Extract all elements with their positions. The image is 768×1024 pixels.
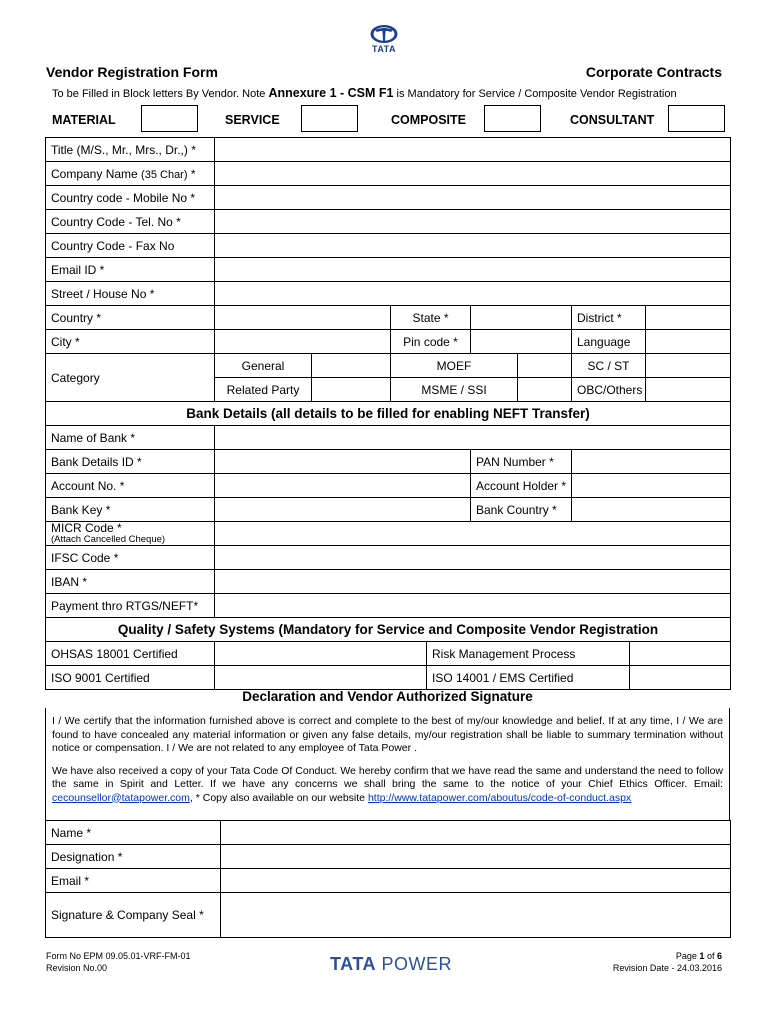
- state-label: State *: [391, 306, 471, 330]
- cat-scst-label: SC / ST: [572, 354, 646, 378]
- revision-date: Revision Date - 24.03.2016: [612, 963, 722, 973]
- code-of-conduct-link[interactable]: http://www.tatapower.com/aboutus/code-of-conduct.aspx: [367, 791, 632, 804]
- page-of: of: [706, 951, 715, 961]
- cat-obc-box[interactable]: [646, 378, 731, 402]
- declaration-para-2: [52, 765, 723, 806]
- vendor-type-row: [42, 105, 732, 133]
- bank-details-id-field[interactable]: [215, 450, 471, 474]
- street-label: Street / House No *: [46, 282, 215, 306]
- cat-scst-box[interactable]: [646, 354, 731, 378]
- instruction-note: [52, 86, 677, 100]
- type-composite-checkbox[interactable]: [484, 105, 541, 132]
- company-name-field[interactable]: [215, 162, 731, 186]
- account-holder-label: Account Holder *: [471, 474, 572, 498]
- cat-moef-box[interactable]: [518, 354, 572, 378]
- mobile-field[interactable]: [215, 186, 731, 210]
- fax-field[interactable]: [215, 234, 731, 258]
- form-title: Vendor Registration Form: [46, 64, 218, 80]
- copy-text: , * Copy also available on our website: [189, 791, 366, 804]
- declaration-heading: Declaration and Vendor Authorized Signature: [242, 689, 533, 704]
- rtgs-field[interactable]: [215, 594, 731, 618]
- ethics-email-link[interactable]: cecounsellor@tatapower.com: [52, 791, 190, 804]
- iban-field[interactable]: [215, 570, 731, 594]
- tata-power-logo: [330, 954, 452, 975]
- fax-label: Country Code - Fax No: [46, 234, 215, 258]
- title-label: Title (M/S., Mr., Mrs., Dr.,) *: [46, 138, 215, 162]
- page-indicator: [613, 950, 722, 962]
- type-material-checkbox[interactable]: [141, 105, 198, 132]
- logo-power: POWER: [381, 954, 453, 974]
- signature-table: [45, 820, 731, 938]
- iso9001-field[interactable]: [215, 666, 427, 690]
- ohsas-label: OHSAS 18001 Certified: [46, 642, 215, 666]
- company-name-text: Company Name: [51, 166, 138, 181]
- company-name-hint: (35 Char): [141, 168, 188, 181]
- sig-email-field[interactable]: [221, 869, 731, 893]
- ifsc-field[interactable]: [215, 546, 731, 570]
- type-service-label: SERVICE: [225, 113, 280, 127]
- risk-field[interactable]: [630, 642, 731, 666]
- cat-msme-label: MSME / SSI: [391, 378, 518, 402]
- note-text-end: is Mandatory for Service / Composite Vendor Registration: [396, 88, 677, 100]
- pin-label: Pin code *: [391, 330, 471, 354]
- page-total: 6: [716, 951, 722, 961]
- cat-obc-label: OBC/Others: [572, 378, 646, 402]
- sig-name-label: Name *: [46, 821, 221, 845]
- country-label: Country *: [46, 306, 215, 330]
- account-holder-field[interactable]: [572, 474, 731, 498]
- state-field[interactable]: [471, 306, 572, 330]
- sig-designation-label: Designation *: [46, 845, 221, 869]
- page-prefix: Page: [675, 951, 697, 961]
- company-name-star: *: [190, 166, 196, 181]
- city-label: City *: [46, 330, 215, 354]
- footer-form-info: [46, 950, 191, 974]
- iso9001-label: ISO 9001 Certified: [46, 666, 215, 690]
- ohsas-field[interactable]: [215, 642, 427, 666]
- declaration-text: [45, 708, 730, 820]
- bank-country-label: Bank Country *: [471, 498, 572, 522]
- registration-table: [45, 137, 731, 690]
- type-consultant-checkbox[interactable]: [668, 105, 725, 132]
- sig-email-label: Email *: [46, 869, 221, 893]
- mobile-label: Country code - Mobile No *: [46, 186, 215, 210]
- note-text: To be Filled in Block letters By Vendor. Note: [52, 88, 266, 100]
- iso14001-label: ISO 14001 / EMS Certified: [427, 666, 630, 690]
- bank-key-label: Bank Key *: [46, 498, 215, 522]
- cat-moef-label: MOEF: [391, 354, 518, 378]
- cat-general-box[interactable]: [312, 354, 391, 378]
- bank-country-field[interactable]: [572, 498, 731, 522]
- district-field[interactable]: [646, 306, 731, 330]
- revision-number: Revision No.00: [46, 963, 108, 973]
- bank-name-label: Name of Bank *: [46, 426, 215, 450]
- type-composite-label: COMPOSITE: [391, 113, 467, 127]
- declaration-para-2-text: We have also received a copy of your Tata Code Of Conduct. We hereby confirm that we have read the same and understand the need to follow the same in Spirit and Letter. If we have any concerns we shall bring the same to the notice of your Chief Ethics Officer.: [52, 764, 723, 790]
- sig-designation-field[interactable]: [221, 845, 731, 869]
- department-title: Corporate Contracts: [585, 64, 722, 80]
- cat-related-label: Related Party: [215, 378, 312, 402]
- page-number: 1: [699, 951, 705, 961]
- micr-label: [46, 522, 215, 546]
- tel-field[interactable]: [215, 210, 731, 234]
- bank-key-field[interactable]: [215, 498, 471, 522]
- micr-field[interactable]: [215, 522, 731, 546]
- sig-seal-field[interactable]: [221, 893, 731, 938]
- type-service-checkbox[interactable]: [301, 105, 358, 132]
- category-label: Category: [46, 354, 215, 402]
- pin-field[interactable]: [471, 330, 572, 354]
- quality-heading: Quality / Safety Systems (Mandatory for Service and Composite Vendor Registration: [46, 618, 731, 642]
- tel-label: Country Code - Tel. No *: [46, 210, 215, 234]
- email-prefix: Email:: [693, 778, 723, 790]
- ifsc-label: IFSC Code *: [46, 546, 215, 570]
- language-field[interactable]: [646, 330, 731, 354]
- account-no-field[interactable]: [215, 474, 471, 498]
- tata-logo: [364, 24, 404, 58]
- logo-text: TATA: [372, 44, 396, 54]
- city-field[interactable]: [215, 330, 391, 354]
- micr-text: MICR Code *: [51, 521, 122, 535]
- cat-msme-box[interactable]: [518, 378, 572, 402]
- email-field[interactable]: [215, 258, 731, 282]
- cat-related-box[interactable]: [312, 378, 391, 402]
- bank-name-field[interactable]: [215, 426, 731, 450]
- street-field[interactable]: [215, 282, 731, 306]
- type-material-label: MATERIAL: [52, 113, 116, 127]
- pan-field[interactable]: [572, 450, 731, 474]
- risk-label: Risk Management Process: [427, 642, 630, 666]
- iban-label: IBAN *: [46, 570, 215, 594]
- district-label: District *: [572, 306, 646, 330]
- bank-details-id-label: Bank Details ID *: [46, 450, 215, 474]
- note-annexure: Annexure 1 - CSM F1: [268, 86, 394, 100]
- country-field[interactable]: [215, 306, 391, 330]
- company-name-label: [46, 162, 215, 186]
- language-label: Language: [572, 330, 646, 354]
- type-consultant-label: CONSULTANT: [570, 113, 655, 127]
- email-label: Email ID *: [46, 258, 215, 282]
- pan-label: PAN Number *: [471, 450, 572, 474]
- rtgs-label: Payment thro RTGS/NEFT*: [46, 594, 215, 618]
- cat-general-label: General: [215, 354, 312, 378]
- micr-hint: (Attach Cancelled Cheque): [51, 534, 166, 545]
- sig-seal-label: Signature & Company Seal *: [46, 893, 221, 938]
- footer-page-info: [613, 950, 722, 974]
- title-field[interactable]: [215, 138, 731, 162]
- account-no-label: Account No. *: [46, 474, 215, 498]
- tata-emblem-icon: [369, 24, 399, 44]
- form-number: Form No EPM 09.05.01-VRF-FM-01: [46, 951, 191, 961]
- sig-name-field[interactable]: [221, 821, 731, 845]
- bank-details-heading: Bank Details (all details to be filled for enabling NEFT Transfer): [46, 402, 731, 426]
- declaration-para-1: I / We certify that the information furnished above is correct and complete to the best of my/our knowledge and belief. If at any time, I / We are found to have concealed any material information or given any false details, my/our registration shall be liable to summary termination without notice or compensation. I / We are not related to any employee of Tata Power .: [52, 715, 723, 754]
- iso14001-field[interactable]: [630, 666, 731, 690]
- logo-tata: TATA: [330, 954, 376, 974]
